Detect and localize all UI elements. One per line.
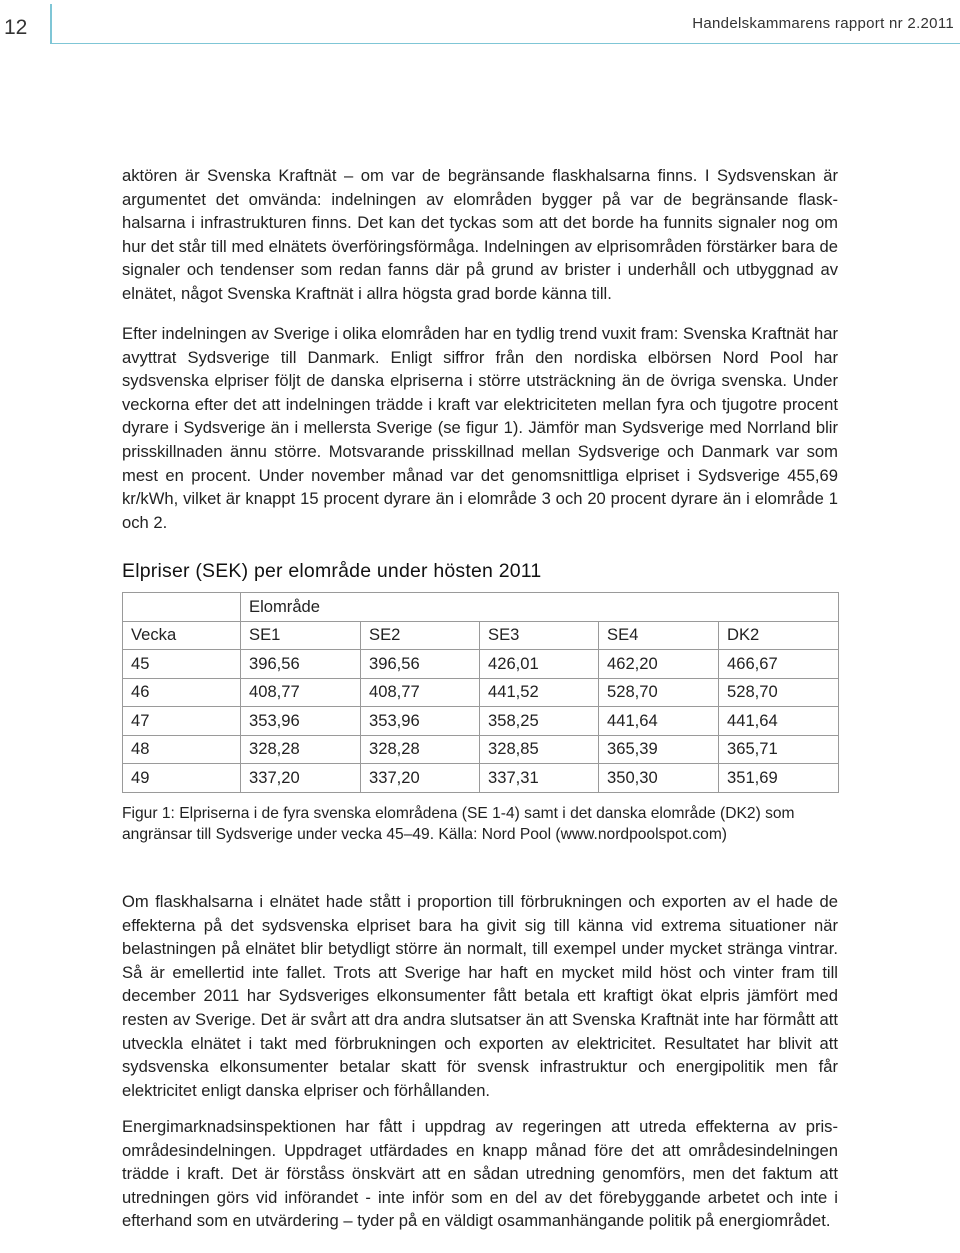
page-number-box: [0, 4, 52, 44]
table-cell: 328,28: [361, 735, 480, 764]
table-cell: 351,69: [719, 764, 839, 793]
paragraph-1: aktören är Svenska Kraftnät – om var de begränsande flaskhalsarna finns. I Sydsvenskan är argumentet det omvända: indelningen av elområden bygger på var de begränsande flaskhalsarna i infrastrukturen finns. Det kan det tyckas som att det borde ha funnits signaler nog om hur det står till med elnätets överföringsförmåga. Indelningen av elprisområden förstärker bara de signaler och tendenser som redan fanns där på grund av brister i underhåll och utbyggnad av elnätet, något Svenska Kraftnät i allra högsta grad borde känna till.: [122, 166, 838, 303]
column-header-se3: SE3: [480, 621, 599, 650]
paragraph-2: Efter indelningen av Sverige i olika elområden har en tydlig trend vuxit fram: Svenska Kraftnät har avyttrat Sydsverige till Danmark. Enligt siffror från den nordiska elbörsen Nord Pool har sydsvenska elpriser följt de danska elpriserna i större utsträckning än de övriga svenska. Under veckorna efter det att indelningen trädde i kraft var elektriciteten mellan fyra och tjugotre procent dyrare i Sydsverige än i mellersta Sverige (se figur 1). Jämför man Sydsverige med Norrland blir prisskillnaden ännu större. Motsvarande prisskillnad mellan Sydsverige och Danmark var som mest en procent. Under november månad var det genomsnittliga elpriset i Sydsverige 455,69 kr/kWh, vilket är knappt 15 procent dyrare än i elområde 3 och 20 procent dyrare än i elområde 1 och 2.: [122, 324, 838, 532]
table-group-header: Elområde: [241, 593, 839, 622]
table-cell: 358,25: [480, 707, 599, 736]
table-cell: 337,20: [241, 764, 361, 793]
table-cell: 350,30: [599, 764, 719, 793]
column-header-se1: SE1: [241, 621, 361, 650]
table-cell: 337,20: [361, 764, 480, 793]
table-cell: 408,77: [361, 678, 480, 707]
table-cell: 408,77: [241, 678, 361, 707]
table-cell: 528,70: [599, 678, 719, 707]
table-cell: 365,71: [719, 735, 839, 764]
table-row: [123, 764, 839, 793]
figure-caption: Figur 1: Elpriserna i de fyra svenska elområdena (SE 1-4) samt i det danska elområde (DK2) som angränsar till Sydsverige under vecka 45–49. Källa: Nord Pool (www.nordpoolspot.com): [122, 805, 795, 843]
table-group-header-row: [123, 593, 839, 622]
page-header: [0, 0, 960, 48]
table-cell: 365,39: [599, 735, 719, 764]
column-header-vecka: Vecka: [123, 621, 241, 650]
table-cell: 48: [123, 735, 241, 764]
table-cell: 337,31: [480, 764, 599, 793]
page-number: 12: [4, 16, 28, 39]
table-cell: 353,96: [241, 707, 361, 736]
table-corner-cell: [123, 593, 241, 622]
table-row: [123, 678, 839, 707]
header-rule: [52, 43, 960, 44]
table-cell: 328,28: [241, 735, 361, 764]
table-cell: 47: [123, 707, 241, 736]
table-cell: 328,85: [480, 735, 599, 764]
table-cell: 466,67: [719, 650, 839, 679]
table-header-row: [123, 621, 839, 650]
table-cell: 426,01: [480, 650, 599, 679]
table-row: [123, 707, 839, 736]
table-cell: 528,70: [719, 678, 839, 707]
table-cell: 49: [123, 764, 241, 793]
table-title: Elpriser (SEK) per elområde under hösten 2011: [122, 560, 542, 582]
column-header-dk2: DK2: [719, 621, 839, 650]
table-row: [123, 735, 839, 764]
price-table: [122, 592, 839, 793]
table-cell: 46: [123, 678, 241, 707]
column-header-se4: SE4: [599, 621, 719, 650]
table-cell: 396,56: [241, 650, 361, 679]
table-cell: 462,20: [599, 650, 719, 679]
table-cell: 396,56: [361, 650, 480, 679]
report-title: Handelskammarens rapport nr 2.2011: [692, 15, 954, 32]
table-cell: 45: [123, 650, 241, 679]
paragraph-3: Om flaskhalsarna i elnätet hade stått i proportion till förbrukningen och exporten av el hade de effekterna på det sydsvenska elpriset bara ha givit sig till känna vid extrema situationer när belastningen på elnätet blir betydligt större än normalt, till exempel under mycket stränga vintrar. Så är emellertid inte fallet. Trots att Sverige har haft en mycket mild höst och vinter fram till december 2011 har Sydsveriges elkonsumenter fått betala ett kraftigt ökat elpris jämfört med resten av Sverige. Det är svårt att dra andra slutsatser än att Svenska Kraftnät inte har förmått att utveckla elnätet i takt med förbrukningen och exporten av elektricitet. Resultatet har blivit att sydsvenska elkonsumenter betalar skatt för svensk infrastruktur och energipolitik men får elektricitet enligt danska elpriser och förhållanden.: [122, 892, 838, 1100]
paragraph-4: Energimarknadsinspektionen har fått i uppdrag av regeringen att utreda effekterna av prisområdesindelningen. Uppdraget utfärdades en knapp månad före det att områdesindelningen trädde i kraft. Det är förståss önskvärt att en sådan utredning genomförs, men det faktum att utredningen görs vid införandet - inte inför som en del av det förebyggande arbetet och inte i efterhand som en utvärdering – tyder på en väldigt osammanhängande politik på energiområdet.: [122, 1117, 838, 1231]
table-row: [123, 650, 839, 679]
column-header-se2: SE2: [361, 621, 480, 650]
table-cell: 441,52: [480, 678, 599, 707]
table-cell: 441,64: [719, 707, 839, 736]
table-cell: 441,64: [599, 707, 719, 736]
table-cell: 353,96: [361, 707, 480, 736]
